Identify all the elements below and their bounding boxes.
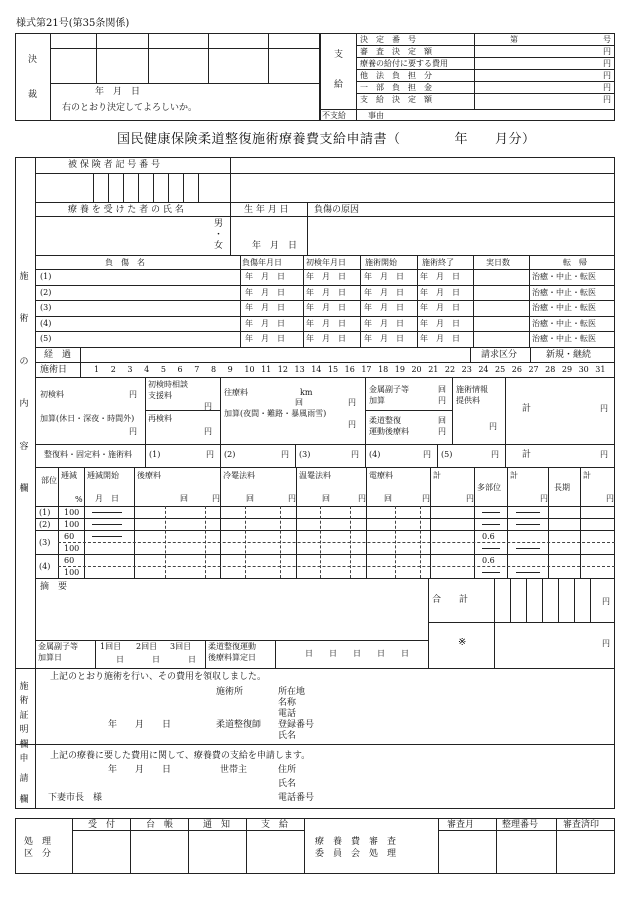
splint-label-1: 金属副子等 — [38, 642, 78, 651]
detail-unit: 円 — [540, 494, 548, 503]
rehab-label: 整復料・固定料・施術料 — [44, 450, 132, 459]
injury-cause-label: 負傷の原因 — [314, 205, 360, 215]
injury-date: 年 月 日 — [420, 303, 460, 313]
decrement-label: 逓減 — [61, 471, 77, 480]
insured-number-label: 被 保 険 者 記 号 番 号 — [68, 160, 161, 170]
processing-label-1: 処 理 — [24, 837, 52, 847]
cert-statement: 上記のとおり施術を行い、その費用を領収しました。 — [50, 672, 267, 682]
treatment-day: 8 — [210, 365, 217, 374]
splint-label-2: 加算日 — [38, 653, 62, 662]
treatment-day: 9 — [227, 365, 233, 374]
injury-date: 年 月 日 — [364, 303, 404, 313]
side-label-apply: 申 請 欄 — [19, 754, 29, 805]
detail-row-label: (3) — [39, 538, 51, 547]
part-label: 部位 — [41, 476, 57, 485]
treatment-day: 20 — [411, 365, 422, 374]
multi-part-value: 0.6 — [482, 532, 495, 541]
detail-unit: 回 — [322, 494, 330, 503]
exercise-post: 運動後療料 — [369, 427, 409, 436]
number-cell-divider — [138, 173, 139, 202]
number-cell-divider — [168, 173, 169, 202]
rehab-slot: (1) — [149, 450, 161, 459]
injury-header: 初検年月日 — [306, 258, 346, 267]
rehab-slot: (4) — [369, 450, 381, 459]
injury-row-label: (2) — [40, 287, 52, 297]
side-label-content: 施 術 の 内 容 欄 — [19, 272, 29, 494]
injury-outcome: 治癒・中止・転医 — [532, 303, 596, 313]
rehab-yen: 円 — [491, 450, 499, 459]
injury-date: 年 月 日 — [245, 318, 285, 328]
treatment-day: 13 — [294, 365, 305, 374]
number-cell-divider — [153, 173, 154, 202]
householder-label: 世帯主 — [220, 765, 248, 775]
injury-date: 年 月 日 — [306, 303, 346, 313]
treatment-day: 21 — [428, 365, 439, 374]
rehab-yen: 円 — [206, 450, 214, 459]
payment-row-unit: 円 — [603, 95, 611, 104]
female-label: 女 — [214, 241, 224, 251]
info-fee-2: 提供料 — [456, 396, 480, 405]
payment-row-unit: 円 — [603, 47, 611, 56]
treatment-day: 16 — [344, 365, 355, 374]
decrement-value: 100 — [64, 520, 80, 529]
non-payment-label: 不支給 — [322, 111, 346, 120]
injury-date: 年 月 日 — [420, 272, 460, 281]
decrement-value: 60 — [64, 532, 75, 541]
injury-date: 年 月 日 — [364, 287, 404, 297]
treatment-day: 31 — [595, 365, 606, 374]
treatment-day: 5 — [160, 365, 166, 374]
first-consult: 初検時相談 — [148, 380, 188, 389]
treatment-day: 1 — [94, 365, 100, 374]
injury-outcome: 治癒・中止・転医 — [532, 334, 596, 344]
treatment-day: 24 — [478, 365, 489, 374]
injury-outcome: 治癒・中止・転医 — [532, 318, 596, 328]
injury-header: 施術開始 — [365, 258, 397, 267]
first-visit-fee: 初検料 — [40, 390, 64, 399]
male-label: 男 — [214, 219, 224, 229]
treatment-day: 19 — [394, 365, 405, 374]
detail-unit: 円 — [358, 494, 366, 503]
clinic-label: 施術所 — [216, 687, 244, 697]
treatment-day: 7 — [194, 365, 200, 374]
detail-unit: 円 — [288, 494, 296, 503]
injury-date: 年 月 日 — [245, 272, 285, 281]
page-title: 国民健康保険柔道整復施術療養費支給申請書（ 年 月分） — [117, 132, 536, 147]
decision-date: 年 月 日 — [95, 87, 141, 97]
apply-date: 年 月 日 — [108, 765, 172, 775]
exercise-label-1: 柔道整復運動 — [208, 642, 256, 651]
patient-name-label: 療 養 を 受 け た 者 の 氏 名 — [68, 205, 184, 215]
treatment-day: 28 — [545, 365, 556, 374]
cert-date: 年 月 日 — [108, 720, 172, 730]
birth-ymd: 年 月 日 — [252, 241, 298, 251]
exercise-label-2: 後療料算定日 — [208, 653, 256, 662]
payment-row-unit: 円 — [603, 59, 611, 68]
injury-date: 年 月 日 — [364, 318, 404, 328]
detail-header: 計 — [433, 471, 441, 480]
long-term: 長期 — [554, 483, 570, 492]
committee-1: 療 養 費 審 査 — [315, 837, 397, 847]
side-label-cert: 施 術 証 明 欄 — [19, 682, 29, 750]
note-mark: ※ — [458, 637, 467, 648]
total-label: 合 計 — [432, 595, 469, 605]
injury-date: 年 月 日 — [364, 334, 404, 344]
treatment-day: 4 — [144, 365, 150, 374]
decision-label-1: 決 — [28, 55, 38, 65]
injury-row-label: (4) — [40, 318, 52, 328]
progress-label: 経 過 — [44, 350, 72, 360]
decrement-value: 60 — [64, 556, 75, 565]
payment-row-label: 一 部 負 担 金 — [360, 83, 432, 92]
payment-row-unit: 円 — [603, 71, 611, 80]
addressee: 下妻市長 様 — [48, 793, 103, 803]
detail-unit: 回 — [246, 494, 254, 503]
detail-unit: 円 — [212, 494, 220, 503]
treatment-day: 6 — [177, 365, 183, 374]
judo-post: 柔道整復 — [369, 416, 401, 425]
injury-row-label: (1) — [40, 272, 52, 281]
committee-2: 委 員 会 処 理 — [315, 849, 397, 859]
treatment-day: 18 — [378, 365, 389, 374]
treatment-day: 26 — [511, 365, 522, 374]
treatment-day: 15 — [327, 365, 339, 374]
detail-header: 冷罨法料 — [223, 471, 255, 480]
injury-date: 年 月 日 — [245, 303, 285, 313]
form-number: 様式第21号(第35条関係) — [16, 18, 130, 29]
detail-row-label: (2) — [39, 520, 51, 529]
injury-date: 年 月 日 — [420, 318, 460, 328]
injury-date: 年 月 日 — [306, 334, 346, 344]
injury-header: 施術終了 — [422, 258, 454, 267]
injury-outcome: 治癒・中止・転医 — [532, 287, 596, 297]
payment-row-prefix: 第 — [510, 35, 518, 44]
request-label: 請求区分 — [481, 350, 518, 360]
treatment-day: 11 — [261, 365, 272, 374]
injury-header: 転 帰 — [563, 258, 587, 267]
detail-row-label: (4) — [39, 562, 51, 571]
decrement-start: 逓減開始 — [87, 471, 119, 480]
decision-label-2: 裁 — [28, 90, 38, 100]
payment-row-label: 決 定 番 号 — [360, 35, 416, 44]
practitioner-label: 柔道整復師 — [216, 720, 262, 730]
number-cell-divider — [93, 173, 94, 202]
multi-part-value: 0.6 — [482, 556, 495, 565]
injury-row-label: (5) — [40, 334, 52, 344]
detail-row-label: (1) — [39, 508, 51, 517]
number-cell-divider — [183, 173, 184, 202]
injury-header: 負 傷 名 — [105, 258, 145, 267]
request-value: 新規・継続 — [546, 350, 592, 360]
dot-sep: ・ — [214, 230, 224, 240]
injury-date: 年 月 日 — [364, 272, 404, 281]
reason-label: 事由 — [368, 111, 384, 120]
rehab-yen: 円 — [351, 450, 359, 459]
treatment-day: 30 — [578, 365, 589, 374]
payment-row-unit: 円 — [603, 83, 611, 92]
injury-header: 負傷年月日 — [242, 258, 282, 267]
decrement-value: 100 — [64, 568, 80, 577]
detail-header: 電療料 — [369, 471, 393, 480]
metal-splint: 金属副子等 — [369, 385, 409, 394]
addition-holiday: 加算(休日・深夜・時間外) — [40, 414, 135, 423]
number-cell-divider — [123, 173, 124, 202]
injury-row-label: (3) — [40, 303, 52, 313]
exercise-days: 日 日 日 日 日 — [305, 649, 409, 658]
processing-label-2: 区 分 — [24, 849, 52, 859]
treatment-day: 29 — [561, 365, 573, 374]
injury-date: 年 月 日 — [306, 287, 346, 297]
payment-label-1: 支 — [334, 50, 344, 60]
treatment-day: 17 — [361, 365, 372, 374]
treatment-day: 27 — [528, 365, 539, 374]
injury-date: 年 月 日 — [420, 287, 460, 297]
injury-date: 年 月 日 — [245, 334, 285, 344]
detail-unit: 回 — [180, 494, 188, 503]
payment-row-label: 審 査 決 定 額 — [360, 47, 432, 56]
addition-house: 加算(夜間・難路・暴風雨雪) — [224, 409, 327, 418]
injury-outcome: 治癒・中止・転医 — [532, 272, 596, 281]
rehab-yen: 円 — [281, 450, 289, 459]
detail-header: 後療料 — [137, 471, 161, 480]
rehab-slot: (5) — [441, 450, 453, 459]
detail-unit: 円 — [422, 494, 430, 503]
injury-date: 年 月 日 — [245, 287, 285, 297]
treatment-day: 22 — [444, 365, 456, 374]
rehab-slot: (3) — [299, 450, 311, 459]
detail-header: 温罨法料 — [299, 471, 331, 480]
decrement-value: 100 — [64, 508, 80, 517]
treatment-day: 23 — [461, 365, 472, 374]
injury-date: 年 月 日 — [306, 272, 346, 281]
treatment-day: 10 — [244, 365, 255, 374]
support-fee: 支援料 — [148, 391, 172, 400]
injury-header: 実日数 — [486, 258, 510, 267]
treatment-day: 25 — [495, 365, 506, 374]
payment-row-unit: 号 — [603, 35, 611, 44]
house-call-fee: 往療料 — [224, 388, 248, 397]
rehab-yen: 円 — [423, 450, 431, 459]
detail-unit: 回 — [384, 494, 392, 503]
injury-date: 年 月 日 — [306, 318, 346, 328]
revisit-fee: 再検料 — [148, 414, 172, 423]
payment-label-2: 給 — [334, 80, 344, 90]
birth-label: 生 年 月 日 — [244, 205, 289, 215]
payment-row-label: 他 法 負 担 分 — [360, 71, 432, 80]
multi-part: 多部位 — [477, 483, 501, 492]
treatment-day: 3 — [127, 365, 133, 374]
payment-row-label: 療養の給付に要する費用 — [360, 59, 448, 68]
detail-unit: 円 — [606, 494, 614, 503]
rehab-slot: (2) — [224, 450, 236, 459]
apply-statement: 上記の療養に要した費用に関して、療養費の支給を申請します。 — [50, 751, 311, 761]
treatment-day: 14 — [311, 365, 322, 374]
number-cell-divider — [108, 173, 109, 202]
detail-unit: 円 — [466, 494, 474, 503]
info-fee-1: 施術情報 — [456, 385, 488, 394]
summary-label: 摘 要 — [40, 582, 68, 592]
treatment-days-label: 施術日 — [40, 365, 68, 375]
approval-text: 右のとおり決定してよろしいか。 — [62, 103, 198, 113]
injury-date: 年 月 日 — [420, 334, 460, 344]
treatment-day: 12 — [277, 365, 288, 374]
payment-row-label: 支 給 決 定 額 — [360, 95, 432, 104]
decrement-value: 100 — [64, 544, 80, 553]
treatment-day: 2 — [110, 365, 116, 374]
number-cell-divider — [198, 173, 199, 202]
